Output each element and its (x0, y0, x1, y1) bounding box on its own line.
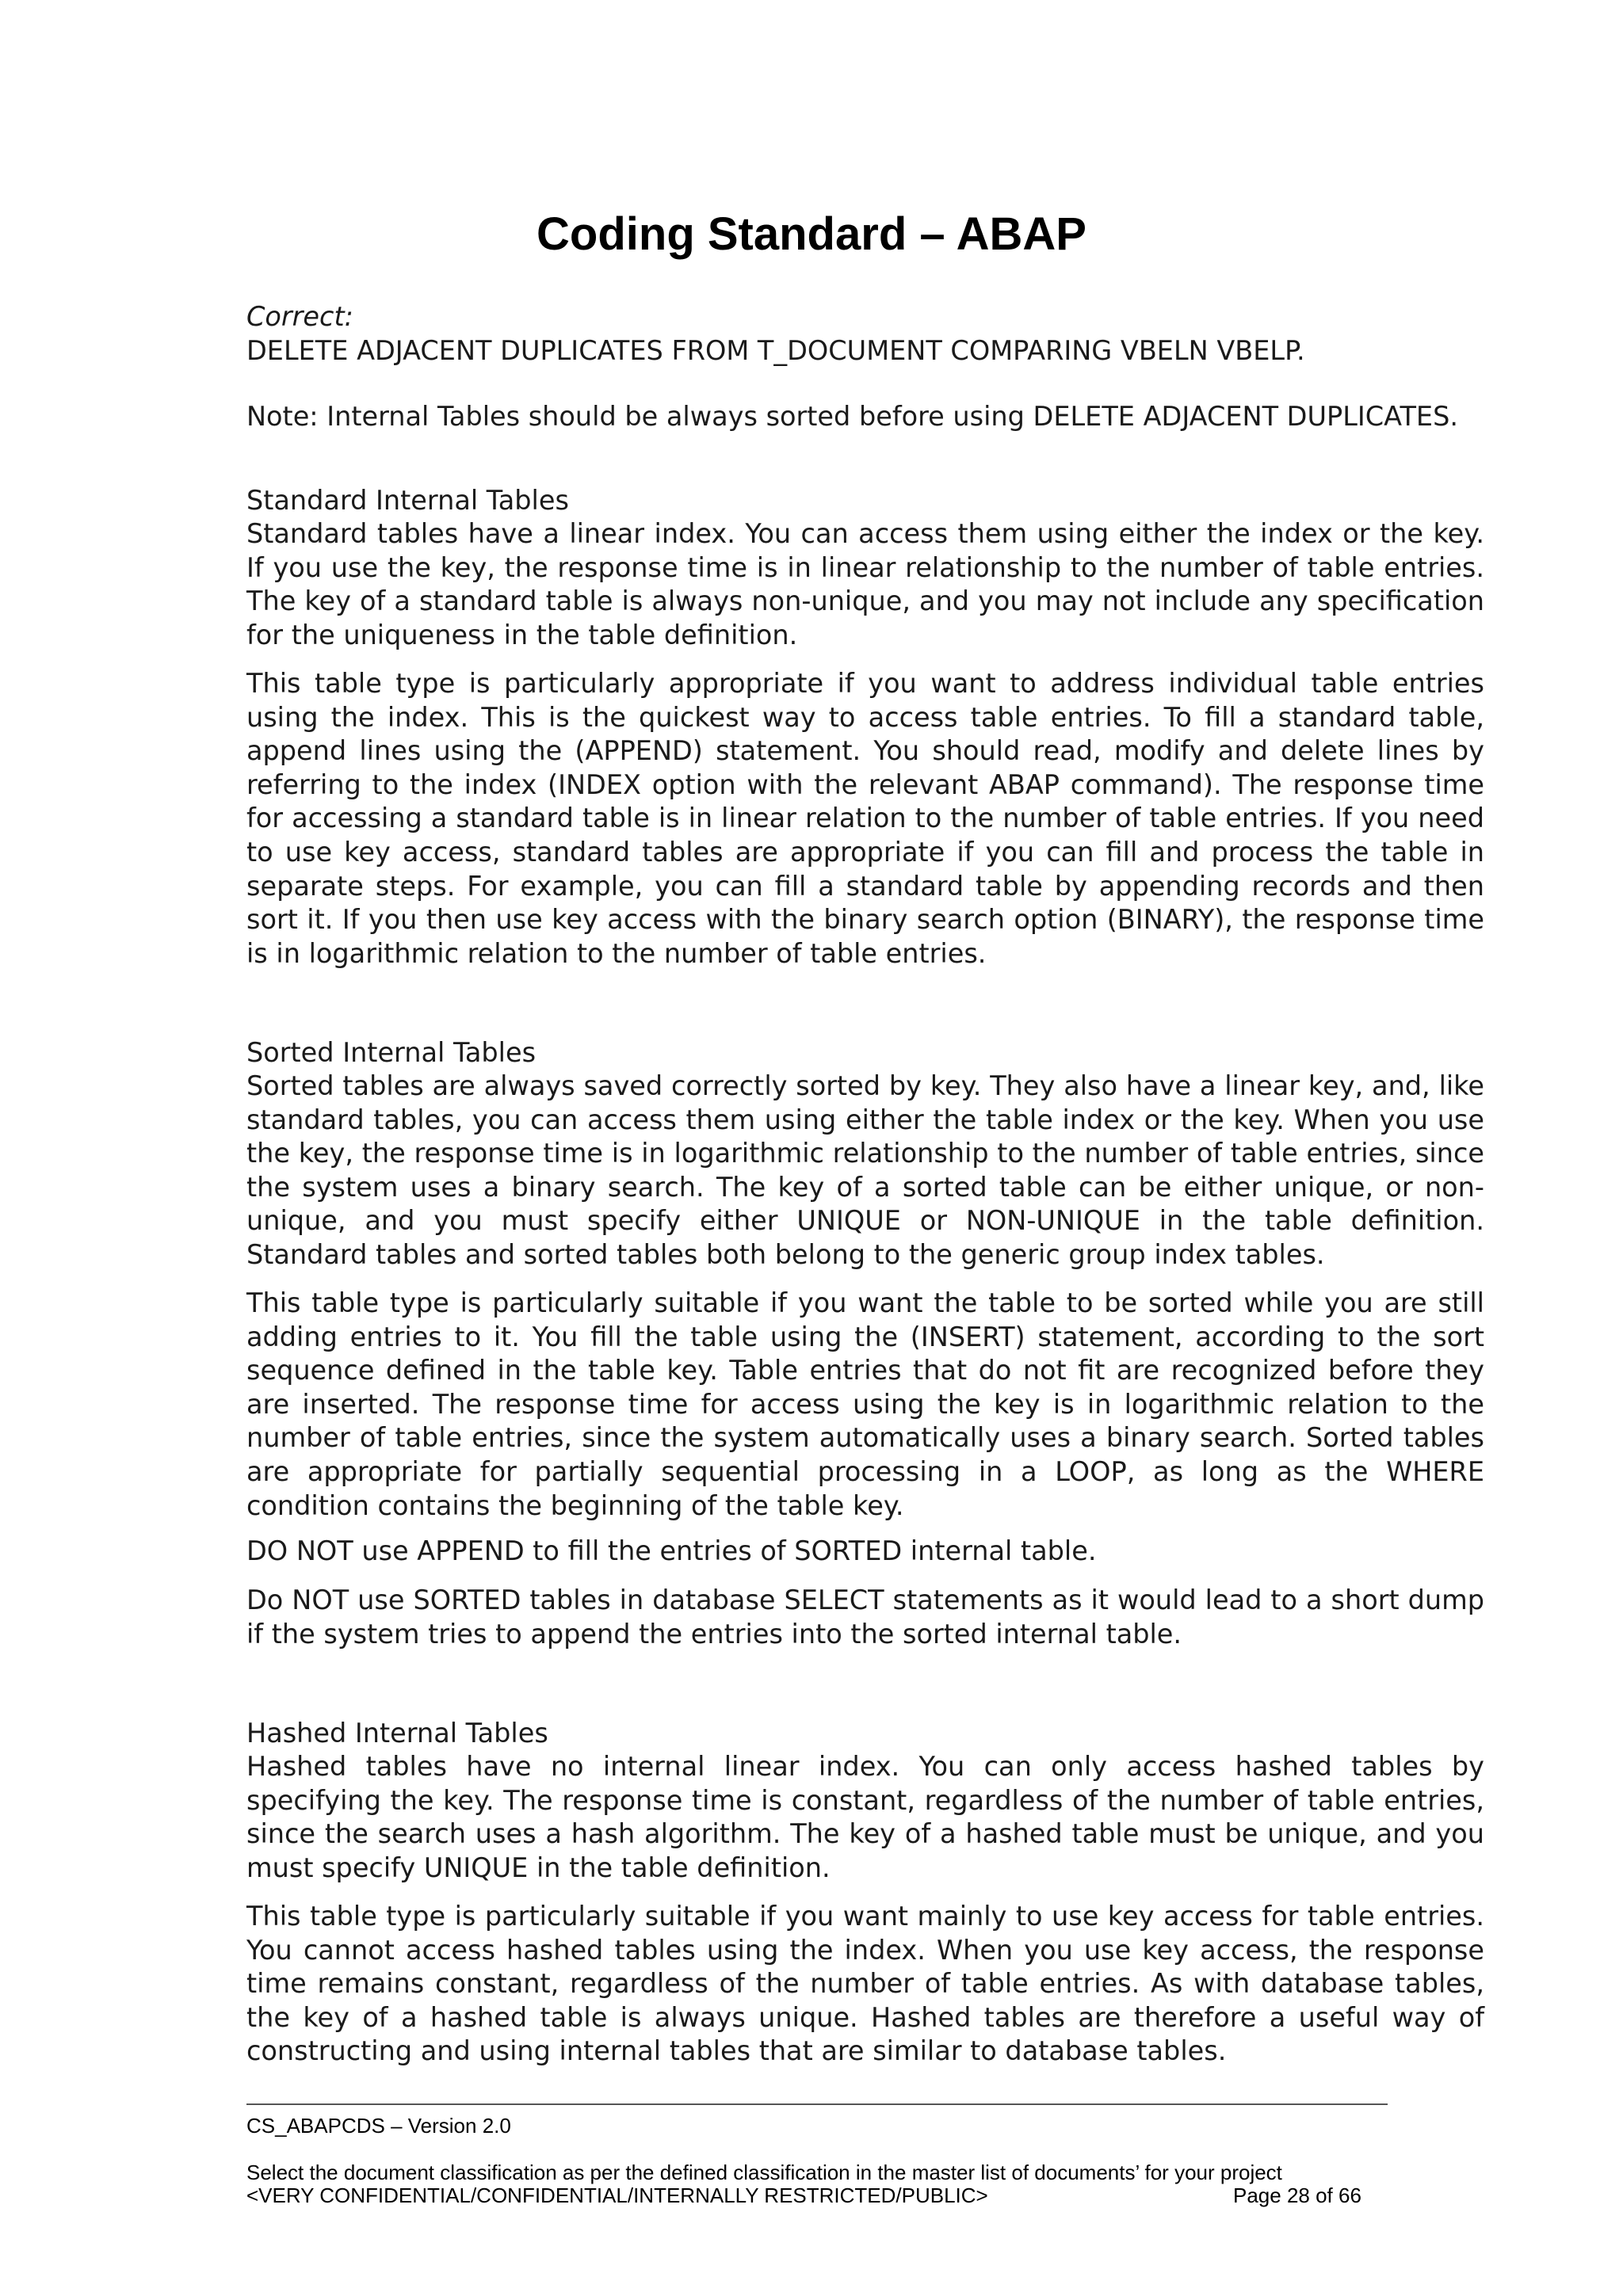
hashed-heading: Hashed Internal Tables (246, 1718, 548, 1749)
footer-page-number: Page 28 of 66 (1233, 2183, 1361, 2207)
footer-divider (246, 2103, 1388, 2105)
hashed-paragraph-2: This table type is particularly suitable if you want mainly to use key access for table entries. You cannot access hashed tables using the index. When you use key access, the response time remains constant, regardless of the number of table entries. As with database tables, the key of a hashed table is always unique. Hashed tables are therefore a useful way of constructing and using internal tables that are similar to database tables. (246, 1901, 1484, 2067)
footer-classification-options: <VERY CONFIDENTIAL/CONFIDENTIAL/INTERNALLY RESTRICTED/PUBLIC> (246, 2183, 988, 2207)
standard-paragraph-2: This table type is particularly appropriate if you want to address individual table entries using the index. This is the quickest way to access table entries. To fill a standard table, append lines using the (APPEND) statement. You should read, modify and delete lines by referring to the index (INDEX option with the relevant ABAP command). The response time for accessing a standard table is in linear relation to the number of table entries. If you need to use key access, standard tables are appropriate if you can fill and process the table in separate steps. For example, you can fill a standard table by appending records and then sort it. If you then use key access with the binary search option (BINARY), the response time is in logarithmic relation to the number of table entries. (246, 668, 1484, 969)
sorted-paragraph-2: This table type is particularly suitable if you want the table to be sorted while you are still adding entries to it. You fill the table using the (INSERT) statement, according to the sort sequence defined in the table key. Table entries that do not fit are recognized before they are inserted. The response time for access using the key is in logarithmic relation to the number of table entries, since the system automatically uses a binary search. Sorted tables are appropriate for partially sequential processing in a LOOP, as long as the WHERE condition contains the beginning of the table key. (246, 1287, 1484, 1521)
correct-code: DELETE ADJACENT DUPLICATES FROM T_DOCUMENT COMPARING VBELN VBELP. (246, 335, 1305, 366)
note-paragraph: Note: Internal Tables should be always sorted before using DELETE ADJACENT DUPLICATES. (246, 401, 1458, 432)
standard-paragraph-1: Standard tables have a linear index. You can access them using either the index or the key. If you use the key, the response time is in linear relationship to the number of table entries. The key of a standard table is always non-unique, and you may not include any specification for the uniqueness in the table definition. (246, 518, 1484, 650)
standard-heading: Standard Internal Tables (246, 485, 569, 516)
footer-version: CS_ABAPCDS – Version 2.0 (246, 2114, 511, 2138)
correct-label: Correct: (246, 301, 353, 332)
sorted-paragraph-3: DO NOT use APPEND to fill the entries of SORTED internal table. (246, 1535, 1097, 1566)
sorted-paragraph-4: Do NOT use SORTED tables in database SELECT statements as it would lead to a short dump if the system tries to append the entries into the sorted internal table. (246, 1585, 1484, 1650)
sorted-paragraph-1: Sorted tables are always saved correctly sorted by key. They also have a linear key, and, like standard tables, you can access them using either the table index or the key. When you use the key, the response time is in logarithmic relationship to the number of table entries, since the system uses a binary search. The key of a sorted table can be either unique, or non-unique, and you must specify either UNIQUE or NON-UNIQUE in the table definition. Standard tables and sorted tables both belong to the generic group index tables. (246, 1070, 1484, 1270)
sorted-heading: Sorted Internal Tables (246, 1037, 537, 1068)
page-title: Coding Standard – ABAP (537, 208, 1086, 260)
hashed-paragraph-1: Hashed tables have no internal linear index. You can only access hashed tables by specifying the key. The response time is constant, regardless of the number of table entries, since the search uses a hash algorithm. The key of a hashed table must be unique, and you must specify UNIQUE in the table definition. (246, 1751, 1484, 1883)
footer-classification-note: Select the document classification as per the defined classification in the master list of documents’ for your project (246, 2161, 1282, 2184)
